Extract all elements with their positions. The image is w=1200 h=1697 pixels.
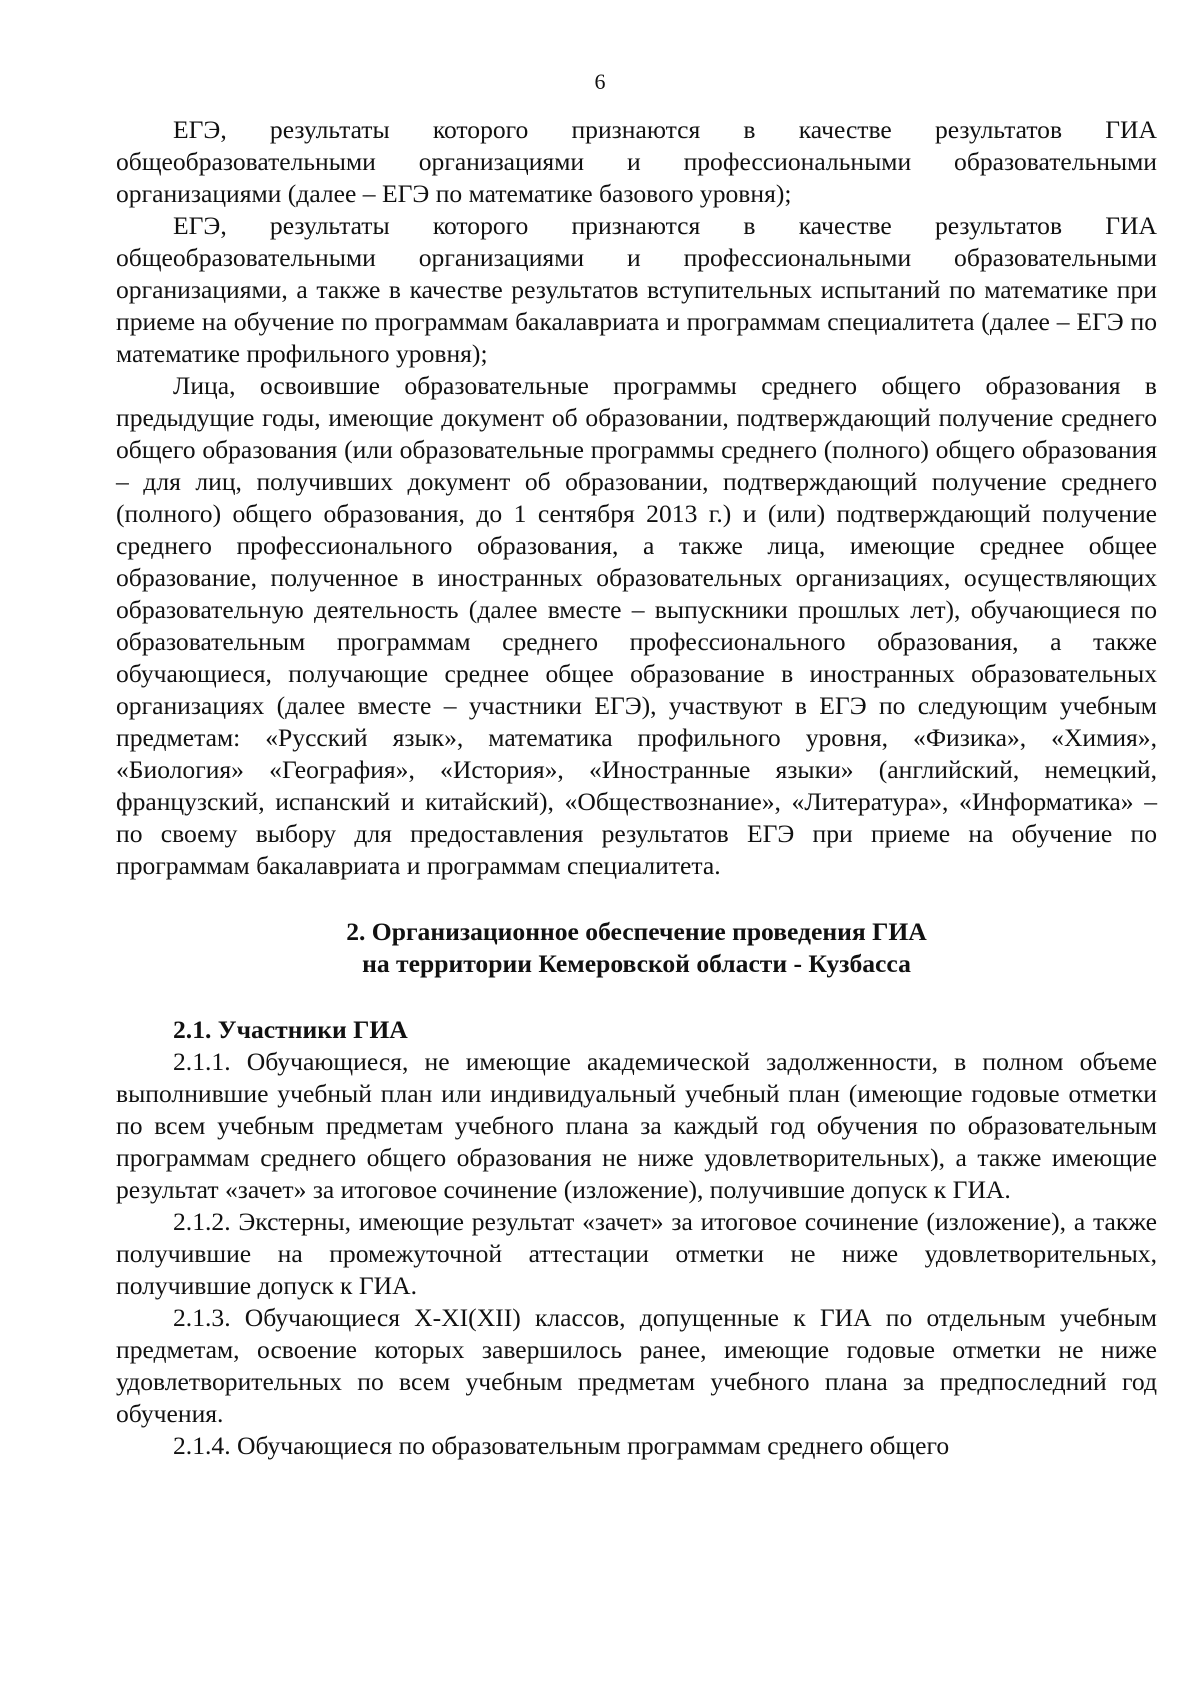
paragraph-2-1-1: 2.1.1. Обучающиеся, не имеющие академической задолженности, в полном объеме выполнившие учебный план или индивидуальный учебный план (имеющие годовые отметки по всем учебным предметам учебного плана за каждый год обучения по образовательным программам среднего общего образования не ниже удовлетворительных), а также имеющие результат «зачет» за итоговое сочинение (изложение), получившие допуск к ГИА. bbox=[116, 1047, 1157, 1204]
section-title-line-1: 2. Организационное обеспечение проведения ГИА bbox=[346, 917, 927, 946]
paragraph-participants-ege: Лица, освоившие образовательные программы среднего общего образования в предыдущие годы, имеющие документ об образовании, подтверждающий получение среднего общего образования (или образовательные программы среднего (полного) общего образования – для лиц, получивших документ об образовании, подтверждающий получение среднего (полного) общего образования, до 1 сентября 2013 г.) и (или) подтверждающий получение среднего профессионального образования, а также лица, имеющие среднее общее образование, полученное в иностранных образовательных организациях, осуществляющих образовательную деятельность (далее вместе – выпускники прошлых лет), обучающиеся по образовательным программам среднего профессионального образования, а также обучающиеся, получающие среднее общее образование в иностранных образовательных организациях (далее вместе – участники ЕГЭ), участвуют в ЕГЭ по следующим учебным предметам: «Русский язык», математика профильного уровня, «Физика», «Химия», «Биология» «География», «История», «Иностранные языки» (английский, немецкий, французский, испанский и китайский), «Обществознание», «Литература», «Информатика» – по своему выбору для предоставления результатов ЕГЭ при приеме на обучение по программам бакалавриата и программам специалитета. bbox=[116, 371, 1157, 880]
paragraph-ege-profile: ЕГЭ, результаты которого признаются в качестве результатов ГИА общеобразовательными организациями и профессиональными образовательными организациями, а также в качестве результатов вступительных испытаний по математике при приеме на обучение по программам бакалавриата и программам специалитета (далее – ЕГЭ по математике профильного уровня); bbox=[116, 211, 1157, 368]
section-title-line-2: на территории Кемеровской области - Кузбасса bbox=[362, 949, 911, 978]
page-number: 6 bbox=[594, 69, 606, 94]
paragraph-2-1-4: 2.1.4. Обучающиеся по образовательным программам среднего общего bbox=[173, 1431, 950, 1460]
paragraph-2-1-2: 2.1.2. Экстерны, имеющие результат «зачет» за итоговое сочинение (изложение), а также получившие на промежуточной аттестации отметки не ниже удовлетворительных, получившие допуск к ГИА. bbox=[116, 1207, 1157, 1300]
subsection-title: 2.1. Участники ГИА bbox=[173, 1015, 408, 1044]
document-body bbox=[116, 114, 1157, 1462]
section-title bbox=[116, 916, 1157, 980]
paragraph-ege-base: ЕГЭ, результаты которого признаются в качестве результатов ГИА общеобразовательными организациями и профессиональными образовательными организациями (далее – ЕГЭ по математике базового уровня); bbox=[116, 115, 1157, 208]
paragraph-2-1-3: 2.1.3. Обучающиеся X-XI(XII) классов, допущенные к ГИА по отдельным учебным предметам, освоение которых завершилось ранее, имеющие годовые отметки не ниже удовлетворительных по всем учебным предметам учебного плана за предпоследний год обучения. bbox=[116, 1303, 1157, 1428]
